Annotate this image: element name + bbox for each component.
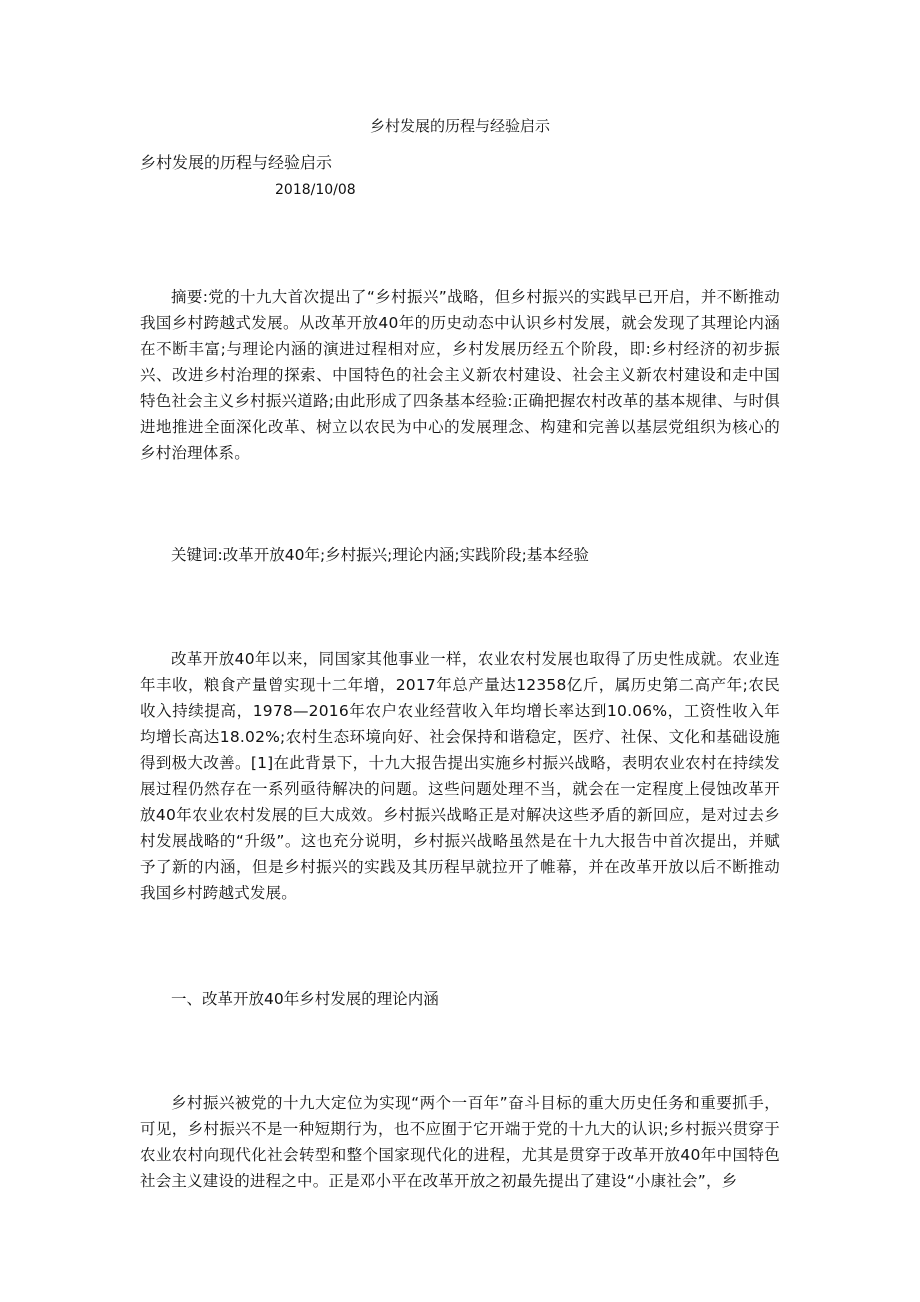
intro-paragraph: 改革开放40年以来，同国家其他事业一样，农业农村发展也取得了历史性成就。农业连年丰收，粮食产量曾实现十二年增，2017年总产量达12358亿斤，属历史第二高产年;农民收入持续提高，1978—2016年农户农业经营收入年均增长率达到10.06%，工资性收入年均增长高达18.02%;农村生态环境向好、社会保持和谐稳定，医疗、社保、文化和基础设施得到极大改善。[1]在此背景下，十九大报告提出实施乡村振兴战略，表明农业农村在持续发展过程仍然存在一系列亟待解决的问题。这些问题处理不当，就会在一定程度上侵蚀改革开放40年农业农村发展的巨大成效。乡村振兴战略正是对解决这些矛盾的新回应，是对过去乡村发展战略的“升级”。这也充分说明，乡村振兴战略虽然是在十九大报告中首次提出，并赋予了新的内涵，但是乡村振兴的实践及其历程早就拉开了帷幕，并在改革开放以后不断推动我国乡村跨越式发展。 bbox=[140, 650, 780, 902]
document-subtitle: 乡村发展的历程与经验启示 bbox=[140, 153, 333, 172]
section-paragraph: 乡村振兴被党的十九大定位为实现“两个一百年”奋斗目标的重大历史任务和重要抓手，可见，乡村振兴不是一种短期行为，也不应囿于它开端于党的十九大的认识;乡村振兴贯穿于农业农村向现代化社会转型和整个国家现代化的进程，尤其是贯穿于改革开放40年中国特色社会主义建设的进程之中。正是邓小平在改革开放之初最先提出了建设“小康社会”，乡 bbox=[140, 1094, 780, 1190]
abstract-paragraph: 摘要:党的十九大首次提出了“乡村振兴”战略，但乡村振兴的实践早已开启，并不断推动我国乡村跨越式发展。从改革开放40年的历史动态中认识乡村发展，就会发现了其理论内涵在不断丰富;与理论内涵的演进过程相对应，乡村发展历经五个阶段，即:乡村经济的初步振兴、改进乡村治理的探索、中国特色的社会主义新农村建设、社会主义新农村建设和走中国特色社会主义乡村振兴道路;由此形成了四条基本经验:正确把握农村改革的基本规律、与时俱进地推进全面深化改革、树立以农民为中心的发展理念、构建和完善以基层党组织为核心的乡村治理体系。 bbox=[140, 288, 780, 462]
document-title: 乡村发展的历程与经验启示 bbox=[369, 117, 550, 135]
document-date: 2018/10/08 bbox=[275, 182, 356, 198]
keywords-line: 关键词:改革开放40年;乡村振兴;理论内涵;实践阶段;基本经验 bbox=[171, 546, 589, 564]
section-heading: 一、改革开放40年乡村发展的理论内涵 bbox=[171, 990, 439, 1008]
